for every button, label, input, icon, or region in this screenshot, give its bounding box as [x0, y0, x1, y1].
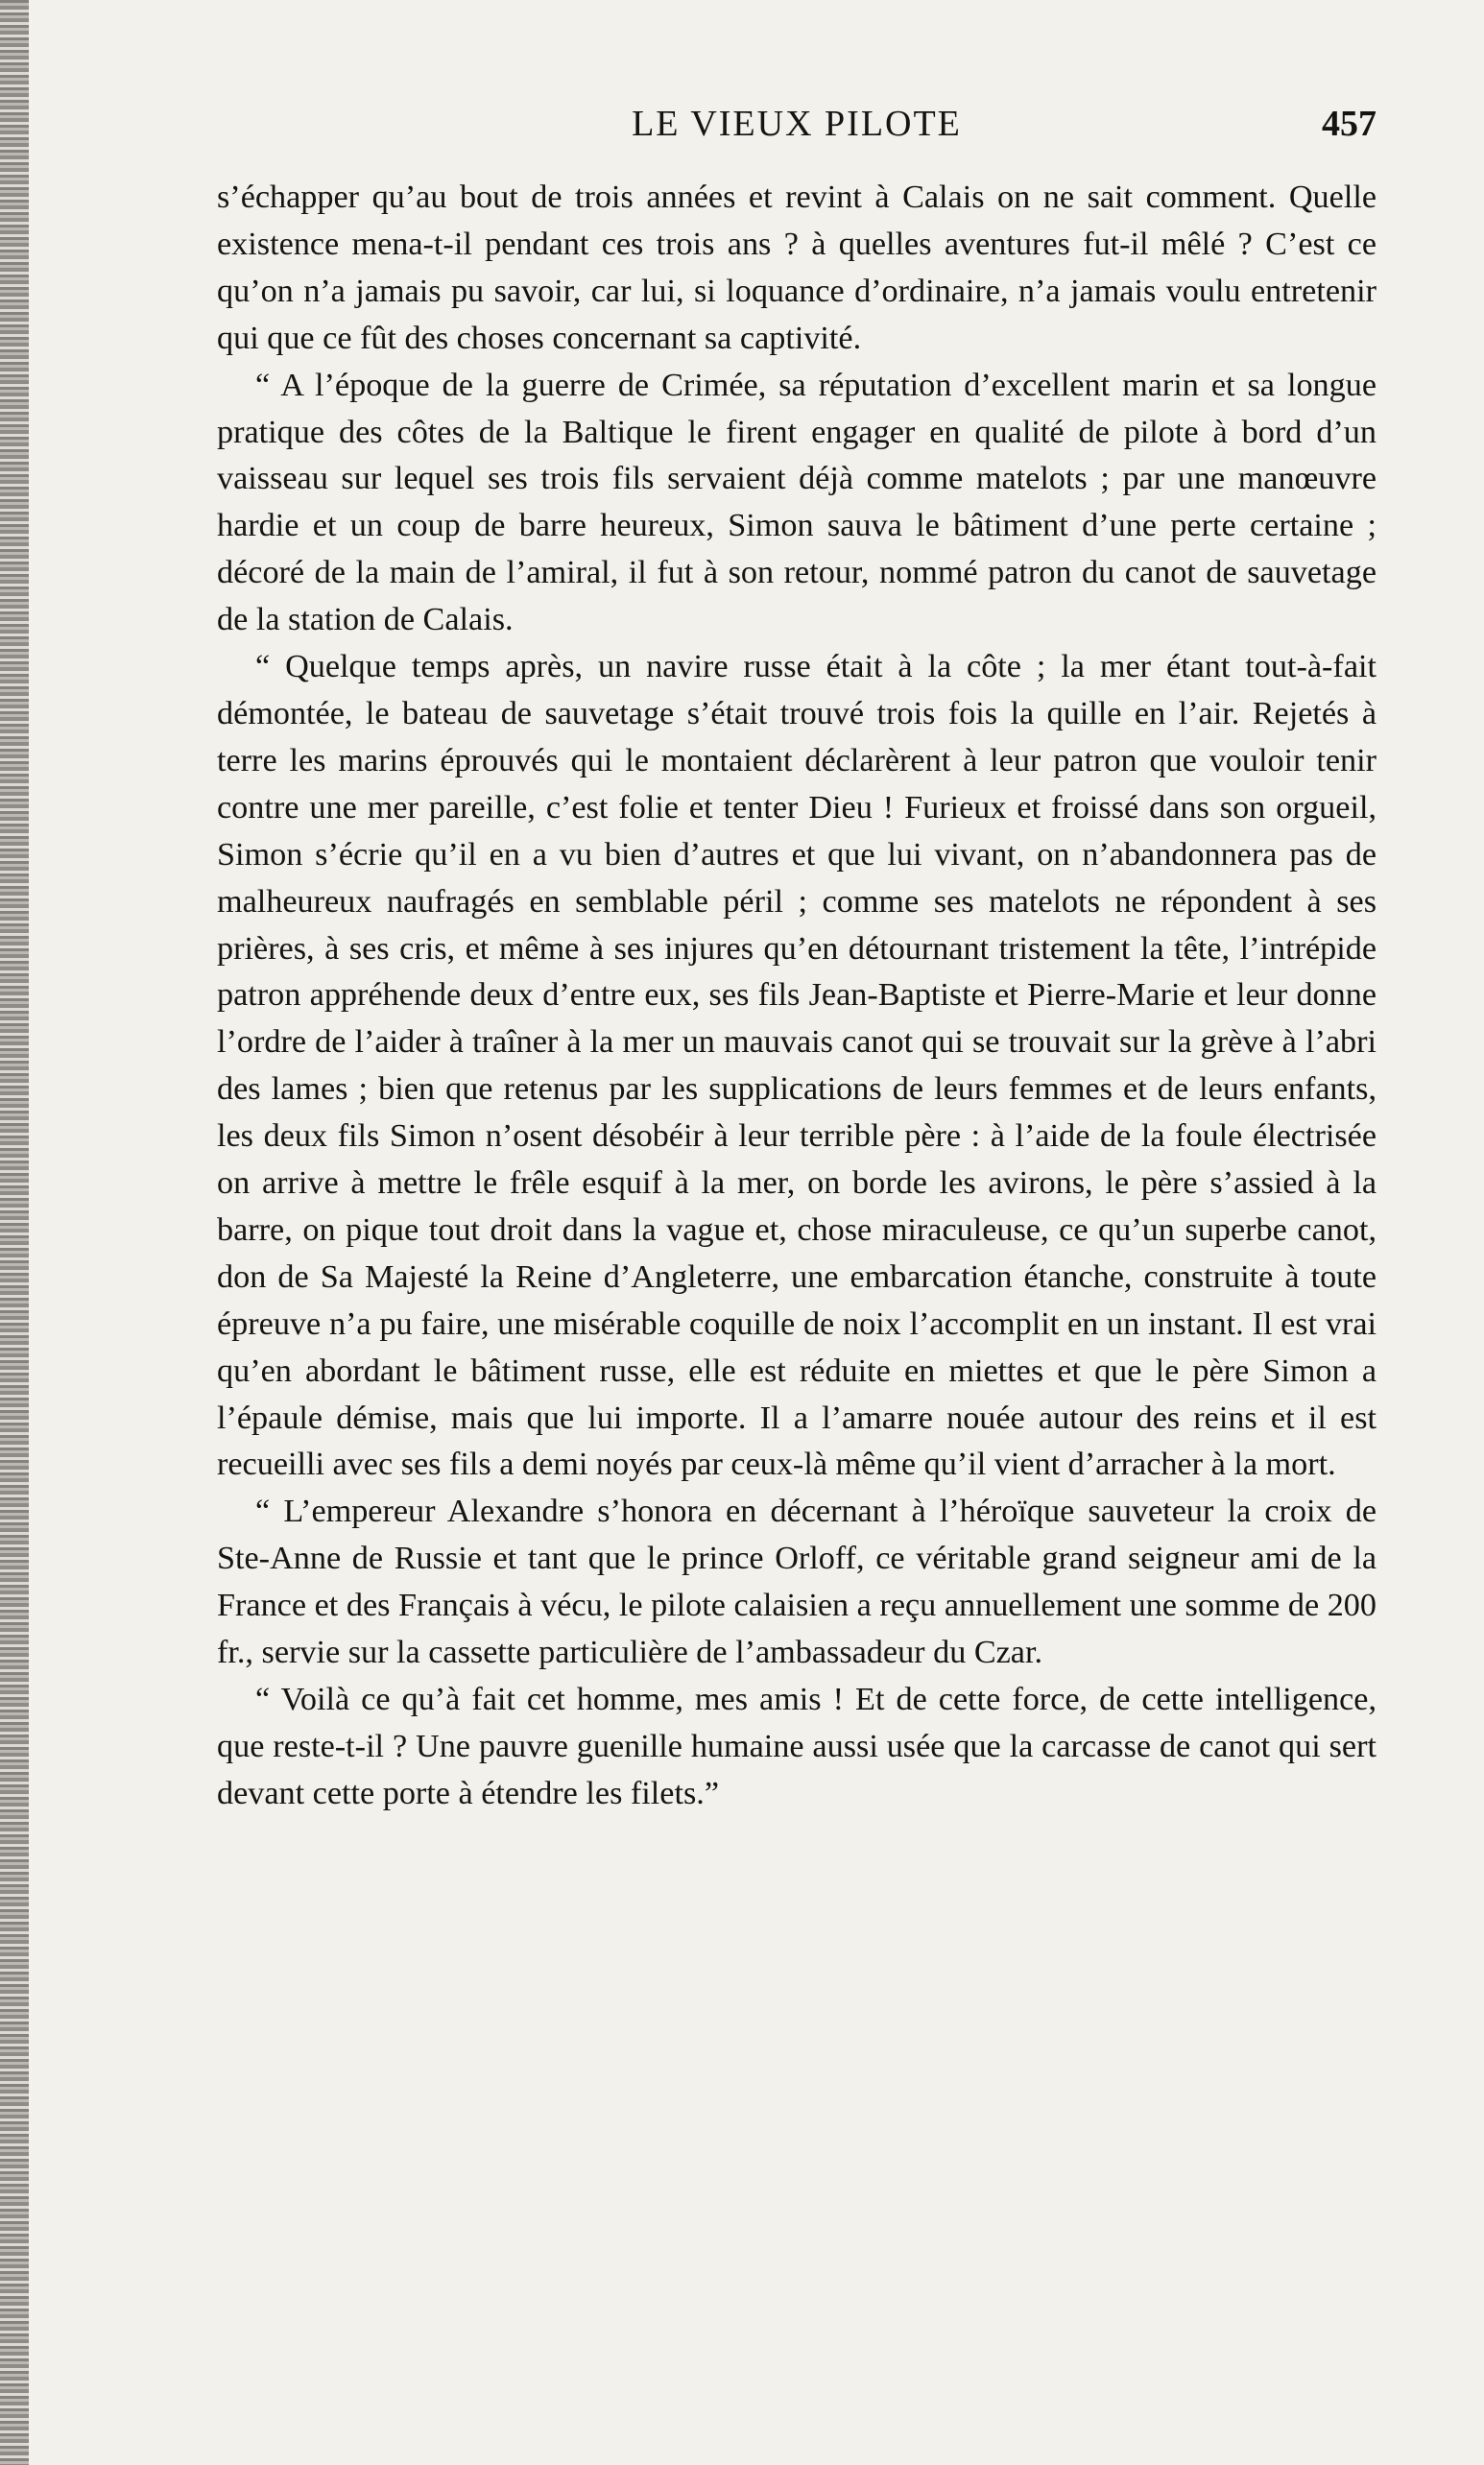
running-head [217, 106, 1376, 161]
paragraph-crimean-war: “ A l’époque de la guerre de Crimée, sa réputation d’excellent marin et sa longue pratique des côtes de la Baltique le firent engager en qualité de pilote à bord d’un vaisseau sur lequel ses trois fils servaient déjà comme matelots ; par une manœuvre hardie et un coup de barre heureux, Simon sauva le bâtiment d’une perte certaine ; décoré de la main de l’amiral, il fut à son retour, nommé patron du canot de sauvetage de la station de Calais. [217, 367, 1376, 638]
page-number: 457 [1322, 104, 1376, 144]
body-text [217, 175, 1376, 1818]
paragraph-captivity: s’échapper qu’au bout de trois années et revint à Calais on ne sait comment. Quelle existence mena-t-il pendant ces trois ans ? à quelles aventures fut-il mêlé ? C’est ce qu’on n’a jamais pu savoir, car lui, si loquance d’ordinaire, n’a jamais voulu entretenir qui que ce fût des choses concernant sa captivité. [217, 179, 1376, 356]
book-page [217, 106, 1376, 1818]
paragraph-award: “ L’empereur Alexandre s’honora en décernant à l’héroïque sauveteur la croix de Ste-Anne de Russie et tant que le prince Orloff, ce véritable grand seigneur ami de la France et des Français à vécu, le pilote calaisien a reçu annuellement une somme de 200 fr., servie sur la cassette particulière de l’ambassadeur du Czar. [217, 1494, 1376, 1671]
paragraph-conclusion: “ Voilà ce qu’à fait cet homme, mes amis ! Et de cette force, de cette intelligence, que reste-t-il ? Une pauvre guenille humaine aussi usée que la carcasse de canot qui sert devant cette porte à étendre les filets.” [217, 1682, 1376, 1811]
paragraph-rescue: “ Quelque temps après, un navire russe était à la côte ; la mer étant tout-à-fait démontée, le bateau de sauvetage s’était trouvé trois fois la quille en l’air. Rejetés à terre les marins éprouvés qui le montaient déclarèrent à leur patron que vouloir tenir contre une mer pareille, c’est folie et tenter Dieu ! Furieux et froissé dans son orgueil, Simon s’écrie qu’il en a vu bien d’autres et que lui vivant, on n’abandonnera pas de malheureux naufragés en semblable péril ; comme ses matelots ne répondent à ses prières, à ses cris, et même à ses injures qu’en détournant tristement la tête, l’intrépide patron appréhende deux d’entre eux, ses fils Jean-Baptiste et Pierre-Marie et leur donne l’ordre de l’aider à traîner à la mer un mauvais canot qui se trouvait sur la grève à l’abri des lames ; bien que retenus par les supplications de leurs femmes et de leurs enfants, les deux fils Simon n’osent désobéir à leur terrible père : à l’aide de la foule électrisée on arrive à mettre le frêle esquif à la mer, on borde les avirons, le père s’assied à la barre, on pique tout droit dans la vague et, chose miraculeuse, ce qu’un superbe canot, don de Sa Majesté la Reine d’Angleterre, une embarcation étanche, construite à toute épreuve n’a pu faire, une misérable coquille de noix l’accomplit en un instant. Il est vrai qu’en abordant le bâtiment russe, elle est réduite en miettes et que le père Simon a l’épaule démise, mais que lui importe. Il a l’amarre nouée autour des reins et il est recueilli avec ses fils a demi noyés par ceux-là même qu’il vient d’arracher à la mort. [217, 649, 1376, 1483]
running-title: LE VIEUX PILOTE [632, 104, 962, 144]
binding-edge [0, 0, 29, 2465]
